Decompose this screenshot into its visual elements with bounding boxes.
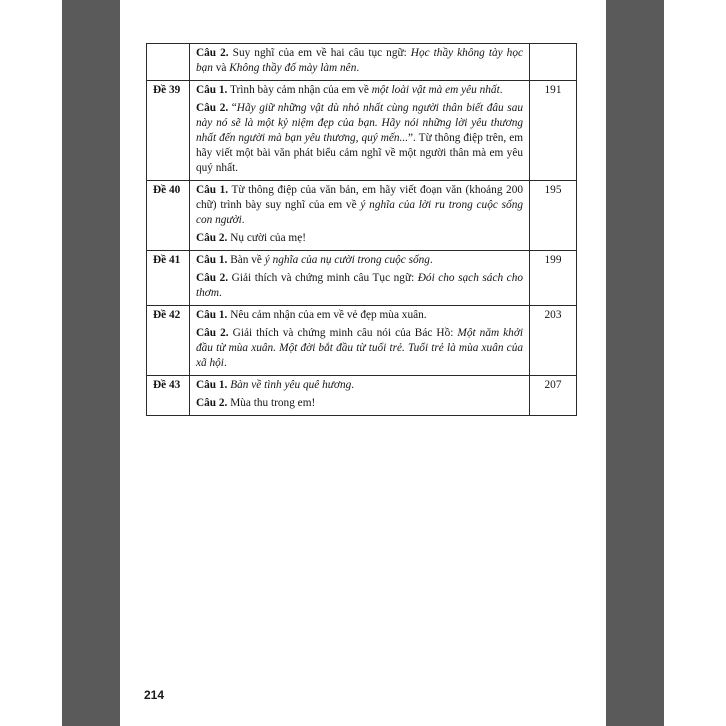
document-page (120, 0, 606, 726)
question-text-italic: Đói cho sạch sách cho thơm (196, 272, 523, 299)
question-label: Câu 1. (196, 254, 228, 266)
question-text: và (212, 62, 230, 74)
question-label: Câu 1. (196, 84, 228, 96)
exam-number: Đề 42 (147, 306, 190, 376)
question-text-italic: ý nghĩa của nụ cười trong cuộc sống (264, 254, 430, 266)
right-margin-band (606, 0, 664, 726)
question-text: . (356, 62, 360, 74)
table-row (147, 376, 577, 416)
question-text-italic: một loài vật mà em yêu nhất (371, 84, 500, 96)
question-text: Từ thông điệp của văn bản, em hãy viết đoạn văn (khoảng 200 chữ) trình bày suy nghĩ của em về (196, 184, 524, 211)
table-row (147, 44, 577, 81)
question-item (196, 271, 523, 301)
question-item (196, 308, 523, 323)
question-label: Câu 2. (196, 232, 228, 244)
exam-number: Đề 39 (147, 81, 190, 181)
exam-number: Đề 43 (147, 376, 190, 416)
question-item (196, 46, 523, 76)
question-text: . (351, 379, 355, 391)
page-ref: 207 (530, 376, 577, 416)
toc-body (147, 44, 577, 416)
question-label: Câu 2. (196, 397, 228, 409)
question-label: Câu 1. (196, 309, 228, 321)
exam-questions (190, 44, 530, 81)
question-text: Mùa thu trong em! (227, 397, 316, 409)
question-text: Nêu cảm nhận của em về vẻ đẹp mùa xuân. (227, 309, 427, 321)
question-item (196, 378, 523, 393)
question-text: Giải thích và chứng minh câu Tục ngữ: (228, 272, 418, 284)
question-text-italic: ý nghĩa của lời ru trong cuộc sống con người (196, 199, 523, 226)
question-text: Nụ cười của mẹ! (227, 232, 306, 244)
question-label: Câu 2. (196, 272, 229, 284)
question-text-italic: Hãy giữ những vật dù nhỏ nhất cùng người thân biết đâu sau này nó sẽ là một kỷ niệm đẹp của bạn. Hãy nói những lời yêu thương nhất đến người mà bạn yêu thương, quý mến... (196, 102, 523, 144)
question-text: Giải thích và chứng minh câu nói của Bác Hồ: (228, 327, 458, 339)
question-text: . (499, 84, 503, 96)
question-text: ”. Từ thông điệp trên, em hãy viết một bài văn phát biểu cảm nghĩ về một người thân mà em yêu quý nhất. (196, 132, 524, 174)
exam-questions (190, 376, 530, 416)
question-item (196, 231, 523, 246)
table-row (147, 81, 577, 181)
table-row (147, 181, 577, 251)
page-ref: 195 (530, 181, 577, 251)
page-ref (530, 44, 577, 81)
left-margin-band (62, 0, 120, 726)
question-item (196, 326, 523, 371)
question-label: Câu 2. (196, 47, 229, 59)
question-text: . (218, 287, 222, 299)
exam-questions (190, 251, 530, 306)
question-text: “ (228, 102, 237, 114)
question-item (196, 83, 523, 98)
exam-number (147, 44, 190, 81)
page-ref: 203 (530, 306, 577, 376)
exam-questions (190, 181, 530, 251)
question-text: . (429, 254, 433, 266)
question-label: Câu 2. (196, 327, 229, 339)
question-text-italic: Bàn về tình yêu quê hương (230, 379, 352, 391)
exam-number: Đề 40 (147, 181, 190, 251)
question-item (196, 183, 523, 228)
question-label: Câu 1. (196, 184, 229, 196)
table-row (147, 306, 577, 376)
question-item (196, 101, 523, 176)
question-item (196, 253, 523, 268)
question-text-italic: Học thầy không tày học bạn (196, 47, 523, 74)
table-of-contents (146, 43, 577, 416)
question-label: Câu 1. (196, 379, 228, 391)
exam-questions (190, 306, 530, 376)
question-text: . (223, 357, 227, 369)
question-item (196, 396, 523, 411)
question-text: Suy nghĩ của em về hai câu tục ngữ: (228, 47, 411, 59)
exam-questions (190, 81, 530, 181)
page-ref: 199 (530, 251, 577, 306)
question-text: . (241, 214, 245, 226)
question-text-italic: Một năm khởi đầu từ mùa xuân. Một đời bắt đầu từ tuổi trẻ. Tuổi trẻ là mùa xuân của xã hội (196, 327, 523, 369)
question-text: Trình bày cảm nhận của em về (227, 84, 372, 96)
question-label: Câu 2. (196, 102, 229, 114)
question-text: Bàn về (227, 254, 265, 266)
question-text-italic: Không thầy đố mày làm nên (229, 62, 357, 74)
exam-number: Đề 41 (147, 251, 190, 306)
page-number: 214 (144, 688, 165, 702)
page-ref: 191 (530, 81, 577, 181)
table-row (147, 251, 577, 306)
